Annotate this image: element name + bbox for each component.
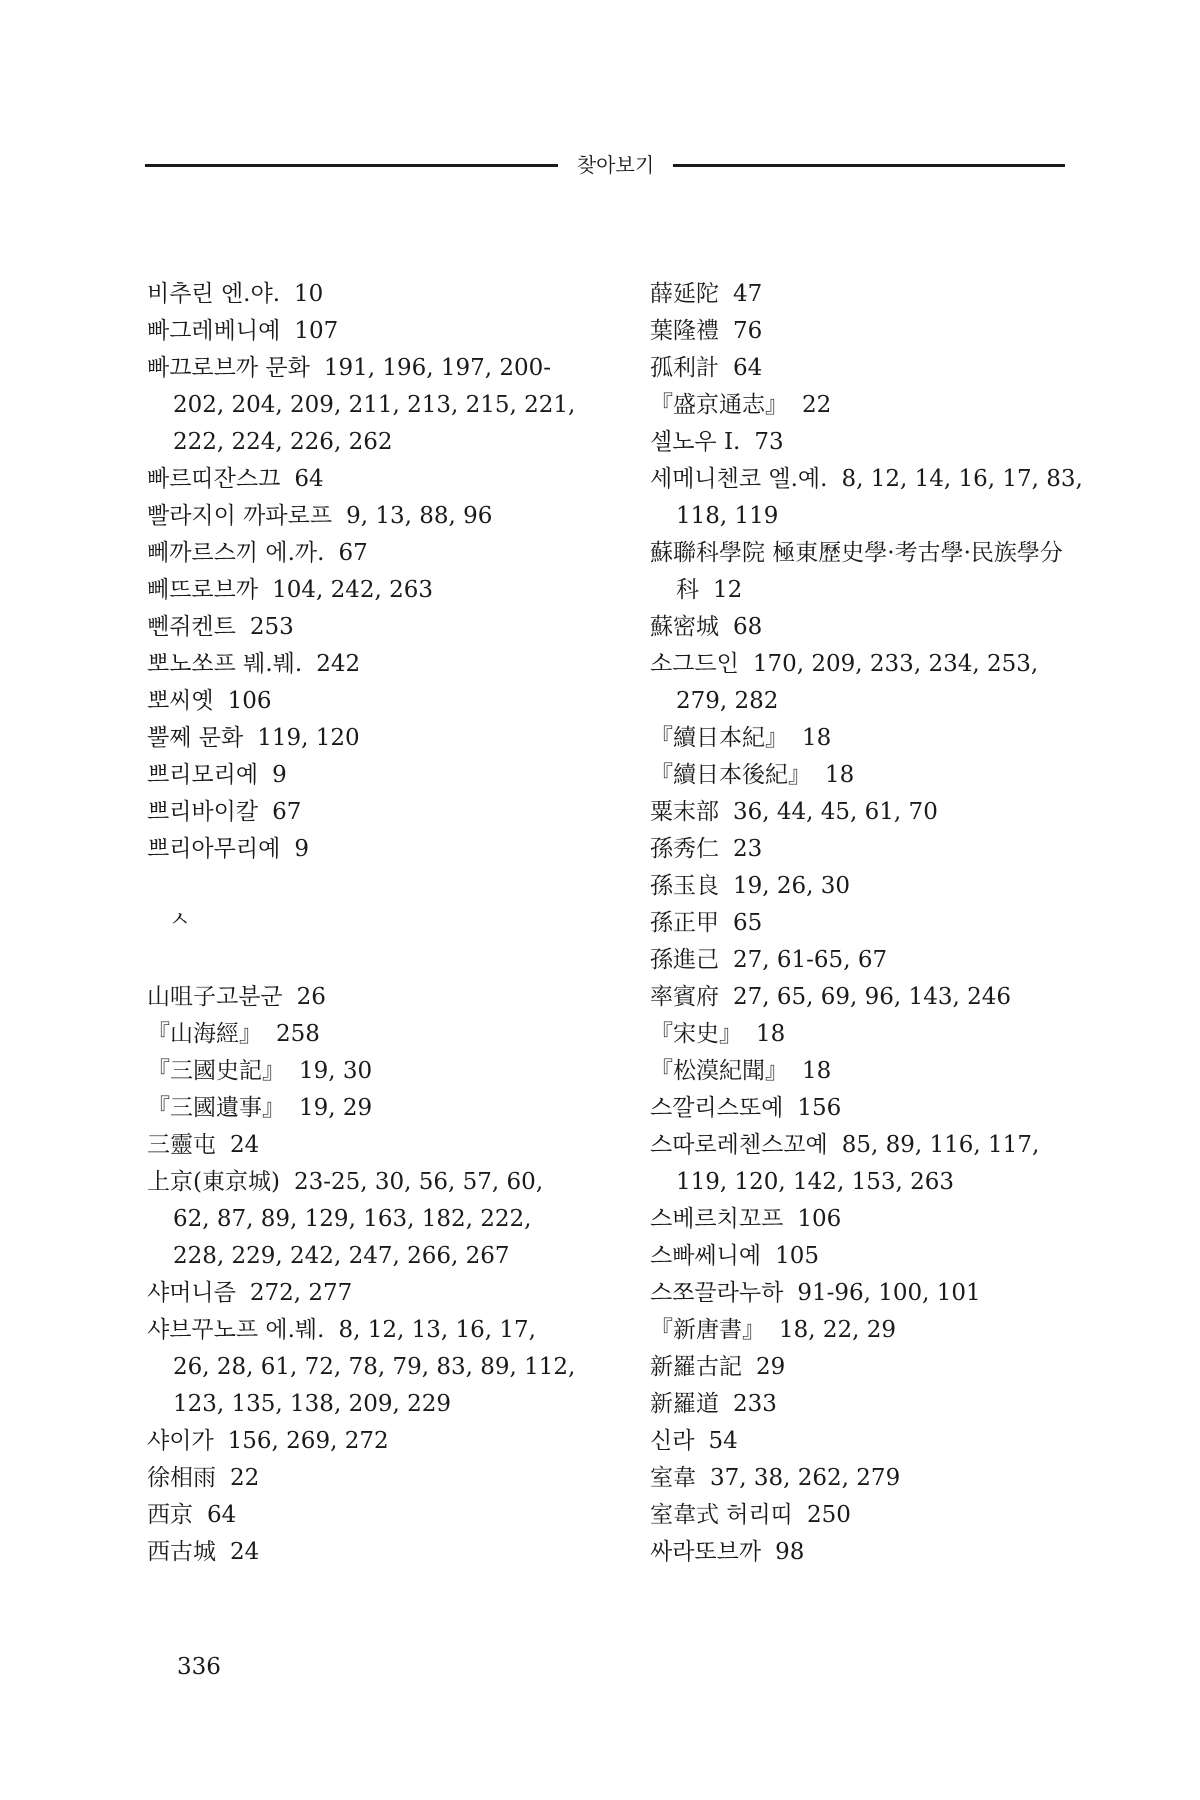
section-letter: ㅅ: [169, 908, 191, 933]
index-entry: [650, 609, 1090, 646]
page-refs: 233: [733, 1391, 777, 1417]
index-term: 싸라또브까: [650, 1539, 762, 1565]
index-entry: [650, 720, 1090, 757]
page-refs: 22: [802, 392, 832, 418]
index-term: 『三國史記』: [147, 1058, 285, 1084]
page-refs: 47: [733, 281, 763, 307]
index-entry: [147, 794, 577, 831]
index-term: 『續日本紀』: [650, 725, 788, 751]
index-entry: [650, 387, 1090, 424]
index-term: 스따로레첸스꼬예: [650, 1132, 828, 1158]
index-term: 샤브꾸노프 에.붸.: [147, 1317, 325, 1343]
page-refs: 156: [797, 1095, 842, 1121]
index-entry: [650, 1053, 1090, 1090]
index-term: 『續日本後紀』: [650, 762, 811, 788]
index-entry: [147, 683, 577, 720]
index-entry: [650, 1127, 1090, 1201]
index-entry: [147, 1275, 577, 1312]
index-term: 山咀子고분군: [147, 984, 283, 1010]
page-refs: 19, 26, 30: [733, 873, 851, 899]
index-entry: [650, 1312, 1090, 1349]
index-entry: [147, 1497, 577, 1534]
index-term: 뻬까르스끼 에.까.: [147, 540, 325, 566]
index-term: 스빠쎄니예: [650, 1243, 762, 1269]
page-refs: 29: [756, 1354, 786, 1380]
index-entry: [650, 1423, 1090, 1460]
page-refs: 8, 12, 13, 16, 17, 26, 28, 61, 72, 78, 79, 83, 89, 112, 123, 135, 138, 209, 229: [173, 1317, 576, 1417]
page-refs: 170, 209, 233, 234, 253, 279, 282: [676, 651, 1039, 714]
page-refs: 258: [276, 1021, 320, 1047]
index-entry: [650, 461, 1090, 535]
index-term: 샤머니즘: [147, 1280, 236, 1306]
index-entry: [650, 1386, 1090, 1423]
index-entry: [147, 1127, 577, 1164]
index-term: 孫玉良: [650, 873, 719, 899]
index-entry: [650, 1275, 1090, 1312]
index-term: 셀노우 I.: [650, 429, 741, 455]
index-entry: [650, 313, 1090, 350]
page-refs: 67: [272, 799, 302, 825]
index-term: 샤이가: [147, 1428, 214, 1454]
index-term: 『新唐書』: [650, 1317, 765, 1343]
index-term: 西古城: [147, 1539, 216, 1565]
page-refs: 36, 44, 45, 61, 70: [733, 799, 938, 825]
index-term: 빠끄로브까 문화: [147, 355, 310, 381]
index-term: 率賓府: [650, 984, 719, 1010]
index-entry: [147, 1164, 577, 1275]
index-column-left: [147, 276, 577, 1571]
index-term: 孫進己: [650, 947, 719, 973]
index-entry: [147, 646, 577, 683]
index-term: 孫正甲: [650, 910, 719, 936]
index-term: 『山海經』: [147, 1021, 262, 1047]
page-refs: 18: [802, 1058, 832, 1084]
index-entry: [147, 498, 577, 535]
index-term: 『盛京通志』: [650, 392, 788, 418]
index-entry: [147, 1090, 577, 1127]
page-refs: 105: [775, 1243, 819, 1269]
page-refs: 107: [294, 318, 339, 344]
page-refs: 24: [230, 1539, 260, 1565]
index-term: 『松漠紀聞』: [650, 1058, 788, 1084]
index-entry: [650, 350, 1090, 387]
page-refs: 85, 89, 116, 117, 119, 120, 142, 153, 263: [676, 1132, 1040, 1195]
page-refs: 106: [797, 1206, 842, 1232]
page-refs: 54: [708, 1428, 738, 1454]
index-term: 빠르띠잔스끄: [147, 466, 281, 492]
index-term: 세메니첸코 엘.예.: [650, 466, 828, 492]
index-term: 소그드인: [650, 651, 739, 677]
page-refs: 19, 29: [299, 1095, 373, 1121]
index-term: 비추린 엔.야.: [147, 281, 281, 307]
index-term: 스깔리스또예: [650, 1095, 784, 1121]
index-term: 粟末部: [650, 799, 719, 825]
page-refs: 98: [775, 1539, 805, 1565]
index-entry: [147, 1053, 577, 1090]
index-entry: [147, 979, 577, 1016]
page-refs: 68: [733, 614, 763, 640]
index-term: 三靈屯: [147, 1132, 216, 1158]
page-refs: 250: [806, 1502, 851, 1528]
index-entry: [650, 1534, 1090, 1571]
index-entry: [650, 1497, 1090, 1534]
index-entry: [650, 424, 1090, 461]
page-refs: 76: [733, 318, 763, 344]
index-entry: [650, 979, 1090, 1016]
index-term: 薛延陀: [650, 281, 719, 307]
index-entry: [650, 1460, 1090, 1497]
page-refs: 64: [294, 466, 324, 492]
index-term: 뻰쥐켄트: [147, 614, 236, 640]
index-entry: [650, 757, 1090, 794]
page-refs: 12: [713, 577, 743, 603]
page-refs: 242: [316, 651, 361, 677]
index-term: 孫秀仁: [650, 836, 719, 862]
page-refs: 37, 38, 262, 279: [710, 1465, 901, 1491]
page-header: [145, 150, 1065, 180]
page-refs: 91-96, 100, 101: [797, 1280, 981, 1306]
index-entry: [147, 1312, 577, 1423]
index-term: 뽀씨옛: [147, 688, 214, 714]
page-refs: 26: [296, 984, 326, 1010]
index-entry: [147, 572, 577, 609]
index-term: 西京: [147, 1502, 193, 1528]
index-entry: [650, 1238, 1090, 1275]
page-refs: 9, 13, 88, 96: [346, 503, 493, 529]
index-entry: [650, 1201, 1090, 1238]
index-term: 新羅古記: [650, 1354, 742, 1380]
index-entry: [650, 535, 1090, 609]
header-title: 찾아보기: [576, 153, 655, 177]
index-entry: [147, 757, 577, 794]
index-term: 『三國遺事』: [147, 1095, 285, 1121]
index-entry: [147, 350, 577, 461]
index-entry: [650, 276, 1090, 313]
page-refs: 27, 65, 69, 96, 143, 246: [733, 984, 1011, 1010]
entry-list: [147, 276, 577, 868]
index-entry: [650, 1090, 1090, 1127]
page-refs: 18: [802, 725, 832, 751]
page-refs: 253: [249, 614, 294, 640]
index-term: 쁘리바이칼: [147, 799, 259, 825]
index-term: 徐相雨: [147, 1465, 216, 1491]
index-entry: [147, 276, 577, 313]
index-term: 빨라지이 까파로프: [147, 503, 333, 529]
page-refs: 67: [338, 540, 368, 566]
index-entry: [650, 1349, 1090, 1386]
page-refs: 272, 277: [249, 1280, 353, 1306]
index-entry: [147, 609, 577, 646]
page-refs: 23: [733, 836, 763, 862]
page-refs: 104, 242, 263: [272, 577, 434, 603]
index-term: 室韋式 허리띠: [650, 1502, 793, 1528]
page-refs: 119, 120: [257, 725, 360, 751]
index-term: 孤利計: [650, 355, 719, 381]
page-refs: 18: [825, 762, 855, 788]
index-entry: [147, 831, 577, 868]
page-refs: 9: [272, 762, 287, 788]
index-entry: [147, 313, 577, 350]
index-term: 신라: [650, 1428, 695, 1454]
page-refs: 22: [230, 1465, 260, 1491]
index-term: 뽀노쏘프 붸.붸.: [147, 651, 303, 677]
header-rule-right: [673, 164, 1065, 167]
page-refs: 19, 30: [299, 1058, 373, 1084]
index-term: 『宋史』: [650, 1021, 742, 1047]
page-refs: 64: [733, 355, 763, 381]
page-refs: 27, 61-65, 67: [733, 947, 888, 973]
index-term: 뿔쩨 문화: [147, 725, 244, 751]
index-term: 스베르치꼬프: [650, 1206, 784, 1232]
index-term: 新羅道: [650, 1391, 719, 1417]
page-number: 336: [177, 1654, 221, 1680]
page-refs: 73: [754, 429, 784, 455]
index-term: 葉隆禮: [650, 318, 719, 344]
page-refs: 23-25, 30, 56, 57, 60, 62, 87, 89, 129, 163, 182, 222, 228, 229, 242, 247, 266, 267: [173, 1169, 544, 1269]
entry-list: [650, 276, 1090, 1571]
index-term: 뻬뜨로브까: [147, 577, 259, 603]
index-term: 蘇聯科學院 極東歷史學·考古學·民族學分科: [650, 540, 1063, 603]
index-entry: [147, 461, 577, 498]
index-term: 室韋: [650, 1465, 696, 1491]
index-entry: [147, 1534, 577, 1571]
index-term: 쁘리아무리예: [147, 836, 281, 862]
index-entry: [147, 1460, 577, 1497]
page-refs: 64: [207, 1502, 237, 1528]
index-term: 스쪼끌라누하: [650, 1280, 784, 1306]
index-term: 쁘리모리예: [147, 762, 259, 788]
index-entry: [650, 942, 1090, 979]
page-refs: 18: [756, 1021, 786, 1047]
index-entry: [650, 905, 1090, 942]
index-entry: [147, 1016, 577, 1053]
entry-list: [147, 979, 577, 1571]
index-term: 빠그레베니예: [147, 318, 281, 344]
index-term: 蘇密城: [650, 614, 719, 640]
page-refs: 8, 12, 14, 16, 17, 83, 118, 119: [676, 466, 1083, 529]
header-rule-left: [145, 164, 558, 167]
index-column-right: [650, 276, 1090, 1571]
index-entry: [650, 1016, 1090, 1053]
page-refs: 191, 196, 197, 200-202, 204, 209, 211, 213, 215, 221, 222, 224, 226, 262: [173, 355, 576, 455]
page-refs: 106: [227, 688, 272, 714]
page-refs: 9: [294, 836, 309, 862]
page-refs: 24: [230, 1132, 260, 1158]
index-entry: [147, 535, 577, 572]
page-refs: 65: [733, 910, 763, 936]
index-entry: [650, 794, 1090, 831]
index-term: 上京(東京城): [147, 1169, 280, 1195]
index-entry: [650, 831, 1090, 868]
page-refs: 18, 22, 29: [779, 1317, 897, 1343]
index-entry: [650, 646, 1090, 720]
index-entry: [147, 1423, 577, 1460]
index-entry: [650, 868, 1090, 905]
page-refs: 10: [294, 281, 324, 307]
page-refs: 156, 269, 272: [227, 1428, 389, 1454]
index-entry: [147, 720, 577, 757]
